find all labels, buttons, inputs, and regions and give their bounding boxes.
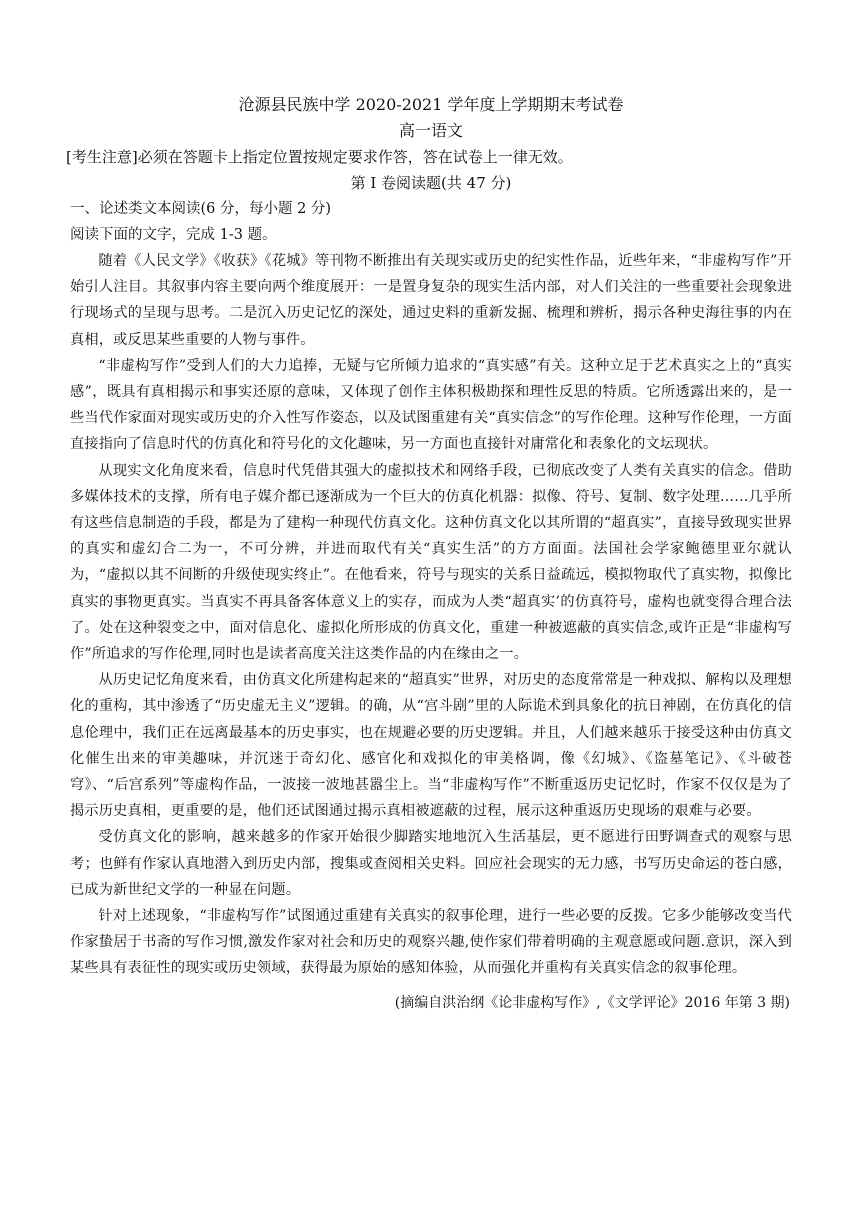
article-source: (摘编自洪治纲《论非虚构写作》,《文学评论》2016 年第 3 期) (394, 994, 790, 1011)
article-body (70, 248, 792, 982)
exam-page (66, 92, 792, 1016)
article-paragraph: 从现实文化角度来看，信息时代凭借其强大的虚拟技术和网络手段，已彻底改变了人类有关真实的信念。借助多媒体技术的支撑，所有电子媒介都已逐渐成为一个巨大的仿真化机器：拟像、符号、复制、数字处理……几乎所有这些信息制造的手段，都是为了建构一种现代仿真文化。这种仿真文化以其所谓的“超真实”，直接导致现实世界的真实和虚幻合二为一，不可分辨，并进而取代有关“真实生活”的方方面面。法国社会学家鲍德里亚尔就认为，“虚拟以其不间断的升级使现实终止”。在他看来，符号与现实的关系日益疏远，模拟物取代了真实物，拟像比真实的事物更真实。当真实不再具备客体意义上的实存，而成为人类“超真实’的仿真符号，虚构也就变得合理合法了。处在这种裂变之中，面对信息化、虚拟化所形成的仿真文化，重建一种被遮蔽的真实信念,或许正是“非虚构写作”所追求的写作伦理,同时也是读者高度关注这类作品的内在缘由之一。 (70, 462, 792, 663)
part-heading: 第 I 卷阅读题(共 47 分) (350, 174, 512, 192)
exam-notice: [考生注意]必须在答题卡上指定位置按规定要求作答，答在试卷上一律无效。 (66, 148, 573, 166)
article-paragraph: 受仿真文化的影响，越来越多的作家开始很少脚踏实地地沉入生活基层，更不愿进行田野调查式的观察与思考；也鲜有作家认真地潜入到历史内部，搜集或查阅相关史料。回应社会现实的无力感，书写历史命运的苍白感，已成为新世纪文学的一种显在问题。 (70, 829, 792, 898)
exam-title: 沧源县民族中学 2020-2021 学年度上学期期末考试卷 (238, 95, 624, 114)
section-heading: 一、论述类文本阅读(6 分，每小题 2 分) (70, 201, 332, 217)
article-paragraph: 从历史记忆角度来看，由仿真文化所建构起来的“超真实”世界，对历史的态度常常是一种戏拟、解构以及理想化的重构，其中渗透了“历史虚无主义”逻辑。的确，从“宫斗剧”里的人际诡术到具象化的抗日神剧，在仿真化的信息伦理中，我们正在远离最基本的历史事实，也在规避必要的历史逻辑。并且，人们越来越乐于接受这种由仿真文化催生出来的审美趣味，并沉迷于奇幻化、感官化和戏拟化的审美格调，像《幻城》、《盗墓笔记》、《斗破苍穹》、“后宫系列”等虚构作品，一波接一波地甚嚣尘上。当“非虚构写作”不断重返历史记忆时，作家不仅仅是为了揭示历史真相，更重要的是，他们还试图通过揭示真相被遮蔽的过程，展示这种重返历史现场的艰难与必要。 (70, 672, 792, 820)
article-paragraph: 随着《人民文学》《收获》《花城》等刊物不断推出有关现实或历史的纪实性作品，近些年来，“非虚构写作”开始引人注目。其叙事内容主要向两个维度展开：一是置身复杂的现实生活内部，对人们关注的一些重要社会现象进行现场式的呈现与思考。二是沉入历史记忆的深处，通过史料的重新发掘、梳理和辨析，揭示各种史海往事的内在真相，或反思某些重要的人物与事件。 (70, 253, 792, 348)
article-paragraph: “非虚构写作”受到人们的大力追捧，无疑与它所倾力追求的“真实感”有关。这种立足于艺术真实之上的“真实感”，既具有真相揭示和事实还原的意味，又体现了创作主体积极勘探和理性反思的特质。它所透露出来的，是一些当代作家面对现实或历史的介入性写作姿态，以及试图重建有关“真实信念”的写作伦理。这种写作伦理，一方面直接指向了信息时代的仿真化和符号化的文化趣味，另一方面也直接针对庸常化和表象化的文坛现状。 (70, 357, 792, 453)
article-paragraph: 针对上述现象，“非虚构写作”试图通过重建有关真实的叙事伦理，进行一些必要的反拨。它多少能够改变当代作家蛰居于书斋的写作习惯,激发作家对社会和历史的观察兴趣,使作家们带着明确的主观意愿或问题.意识，深入到某些具有表征性的现实或历史领域，获得最为原始的感知体验，从而强化并重构有关真实信念的叙事伦理。 (70, 908, 792, 977)
exam-subject: 高一语文 (398, 121, 463, 140)
reading-instruction: 阅读下面的文字，完成 1-3 题。 (70, 227, 277, 243)
